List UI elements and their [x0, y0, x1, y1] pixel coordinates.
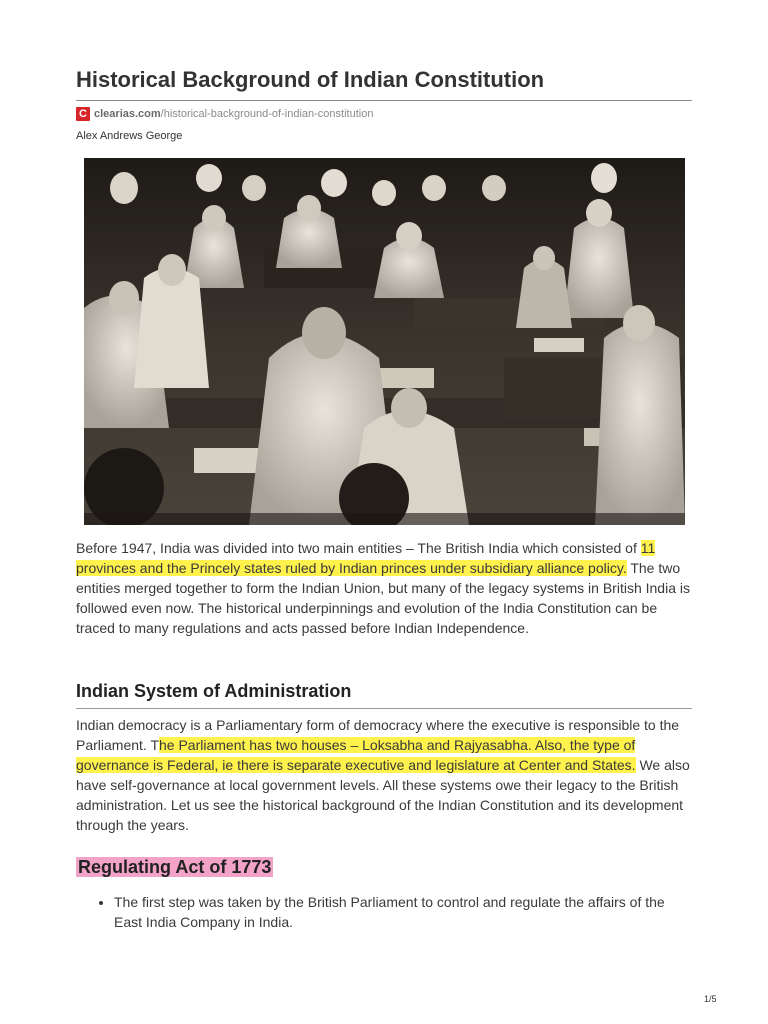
administration-text-2: We also have self-governance at local government levels. All these systems owe their legacy to the British administration. Let us see the historical background of the Indian Constitution and its development through the years.: [76, 757, 690, 833]
source-domain: clearias.com: [94, 108, 161, 120]
section-heading-administration: Indian System of Administration: [76, 681, 352, 701]
page-title: Historical Background of Indian Constitution: [76, 67, 545, 92]
list-item: • The first step was taken by the British Parliament to control and regulate the affairs of the East India Company in India.: [114, 892, 692, 932]
administration-highlight: he Parliament has two houses – Loksabha and Rajyasabha. Also, the type of governance is Federal, ie there is separate executive and legislature at Center and States.: [76, 737, 636, 773]
page-number: 1/5: [704, 994, 717, 1004]
section-divider: [76, 708, 692, 709]
title-divider: [76, 100, 692, 101]
historical-photo: [84, 158, 685, 525]
administration-paragraph: [76, 715, 692, 835]
section-heading-regulating-act: [76, 855, 273, 879]
regulating-act-heading-text: Regulating Act of 1773: [78, 857, 272, 877]
regulating-act-bullet-list: [76, 892, 692, 932]
intro-highlight: 11 provinces and the Princely states ruled by Indian princes under subsidiary alliance policy.: [76, 540, 656, 576]
clearias-c-icon: C: [76, 107, 90, 121]
source-path: /historical-background-of-indian-constitution: [160, 108, 374, 120]
author-name: Alex Andrews George: [76, 130, 183, 142]
administration-text-1: Indian democracy is a Parliamentary form of democracy where the executive is responsible to the Parliament. T: [76, 717, 680, 753]
intro-text-1: Before 1947, India was divided into two main entities – The British India which consisted of: [76, 540, 641, 556]
intro-paragraph: [76, 538, 692, 638]
intro-text-2: The two entities merged together to form the Indian Union, but many of the legacy systems in British India is followed even now. The historical underpinnings and evolution of the India Constitution can be traced to many regulations and acts passed before Indian Independence.: [76, 560, 690, 636]
source-link[interactable]: [76, 106, 373, 122]
